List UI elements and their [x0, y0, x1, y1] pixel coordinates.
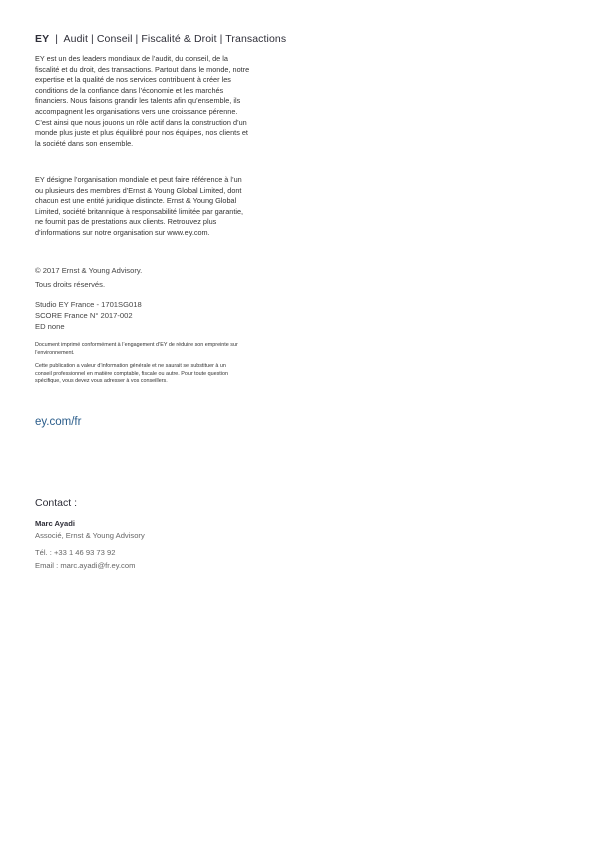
contact-role: Associé, Ernst & Young Advisory — [35, 531, 145, 540]
contact-email[interactable]: Email : marc.ayadi@fr.ey.com — [35, 561, 136, 570]
score-reference: SCORE France N° 2017-002 — [35, 311, 133, 320]
copyright-line: © 2017 Ernst & Young Advisory. — [35, 266, 143, 275]
contact-heading: Contact : — [35, 497, 78, 509]
ed-reference: ED none — [35, 322, 65, 331]
about-ey-paragraph: EY est un des leaders mondiaux de l’audit, du conseil, de la fiscalité et du droit, des transactions. Partout dans le monde, notre expertise et la qualité de nos services contribuent à créer les conditions de la confiance dans l’économie et les marchés financiers. Nous faisons grandir les talents afin qu’ensemble, ils accompagnent les organisations vers une croissance pérenne. C’est ainsi que nous jouons un rôle actif dans la construction d’un monde plus juste et plus équilibré pour nos équipes, nos clients et la société dans son ensemble. — [35, 54, 250, 148]
info-disclaimer: Cette publication a valeur d’information générale et ne saurait se substituer à un conseil professionnel en matière comptable, fiscale ou autre. Pour toute question spécifique, vous devez vous adresser à vos conseillers. — [35, 363, 228, 385]
contact-name: Marc Ayadi — [35, 519, 75, 528]
rights-reserved-line: Tous droits réservés. — [35, 279, 106, 289]
website-link[interactable]: ey.com/fr — [35, 416, 82, 428]
reference-block — [35, 299, 142, 332]
page-header — [35, 33, 286, 45]
header-separator: | — [55, 33, 59, 45]
service-lines: Audit | Conseil | Fiscalité & Droit | Transactions — [63, 33, 287, 45]
organisation-paragraph: EY désigne l’organisation mondiale et peut faire référence à l’un ou plusieurs des membres d’Ernst & Young Global Limited, dont chacun est une entité juridique distincte. Ernst & Young Global Limited, société britannique à responsabilité limitée par garantie, ne fournit pas de prestations aux clients. Retrouvez plus d’informations sur notre organisation sur www.ey.com. — [35, 175, 244, 237]
print-disclaimer: Document imprimé conformément à l’engagement d’EY de réduire son empreinte sur l’environnement. — [35, 342, 238, 356]
studio-reference: Studio EY France - 1701SG018 — [35, 300, 142, 309]
copyright-block — [35, 264, 142, 291]
contact-phone: Tél. : +33 1 46 93 73 92 — [35, 548, 116, 557]
ey-brand: EY — [35, 33, 50, 45]
